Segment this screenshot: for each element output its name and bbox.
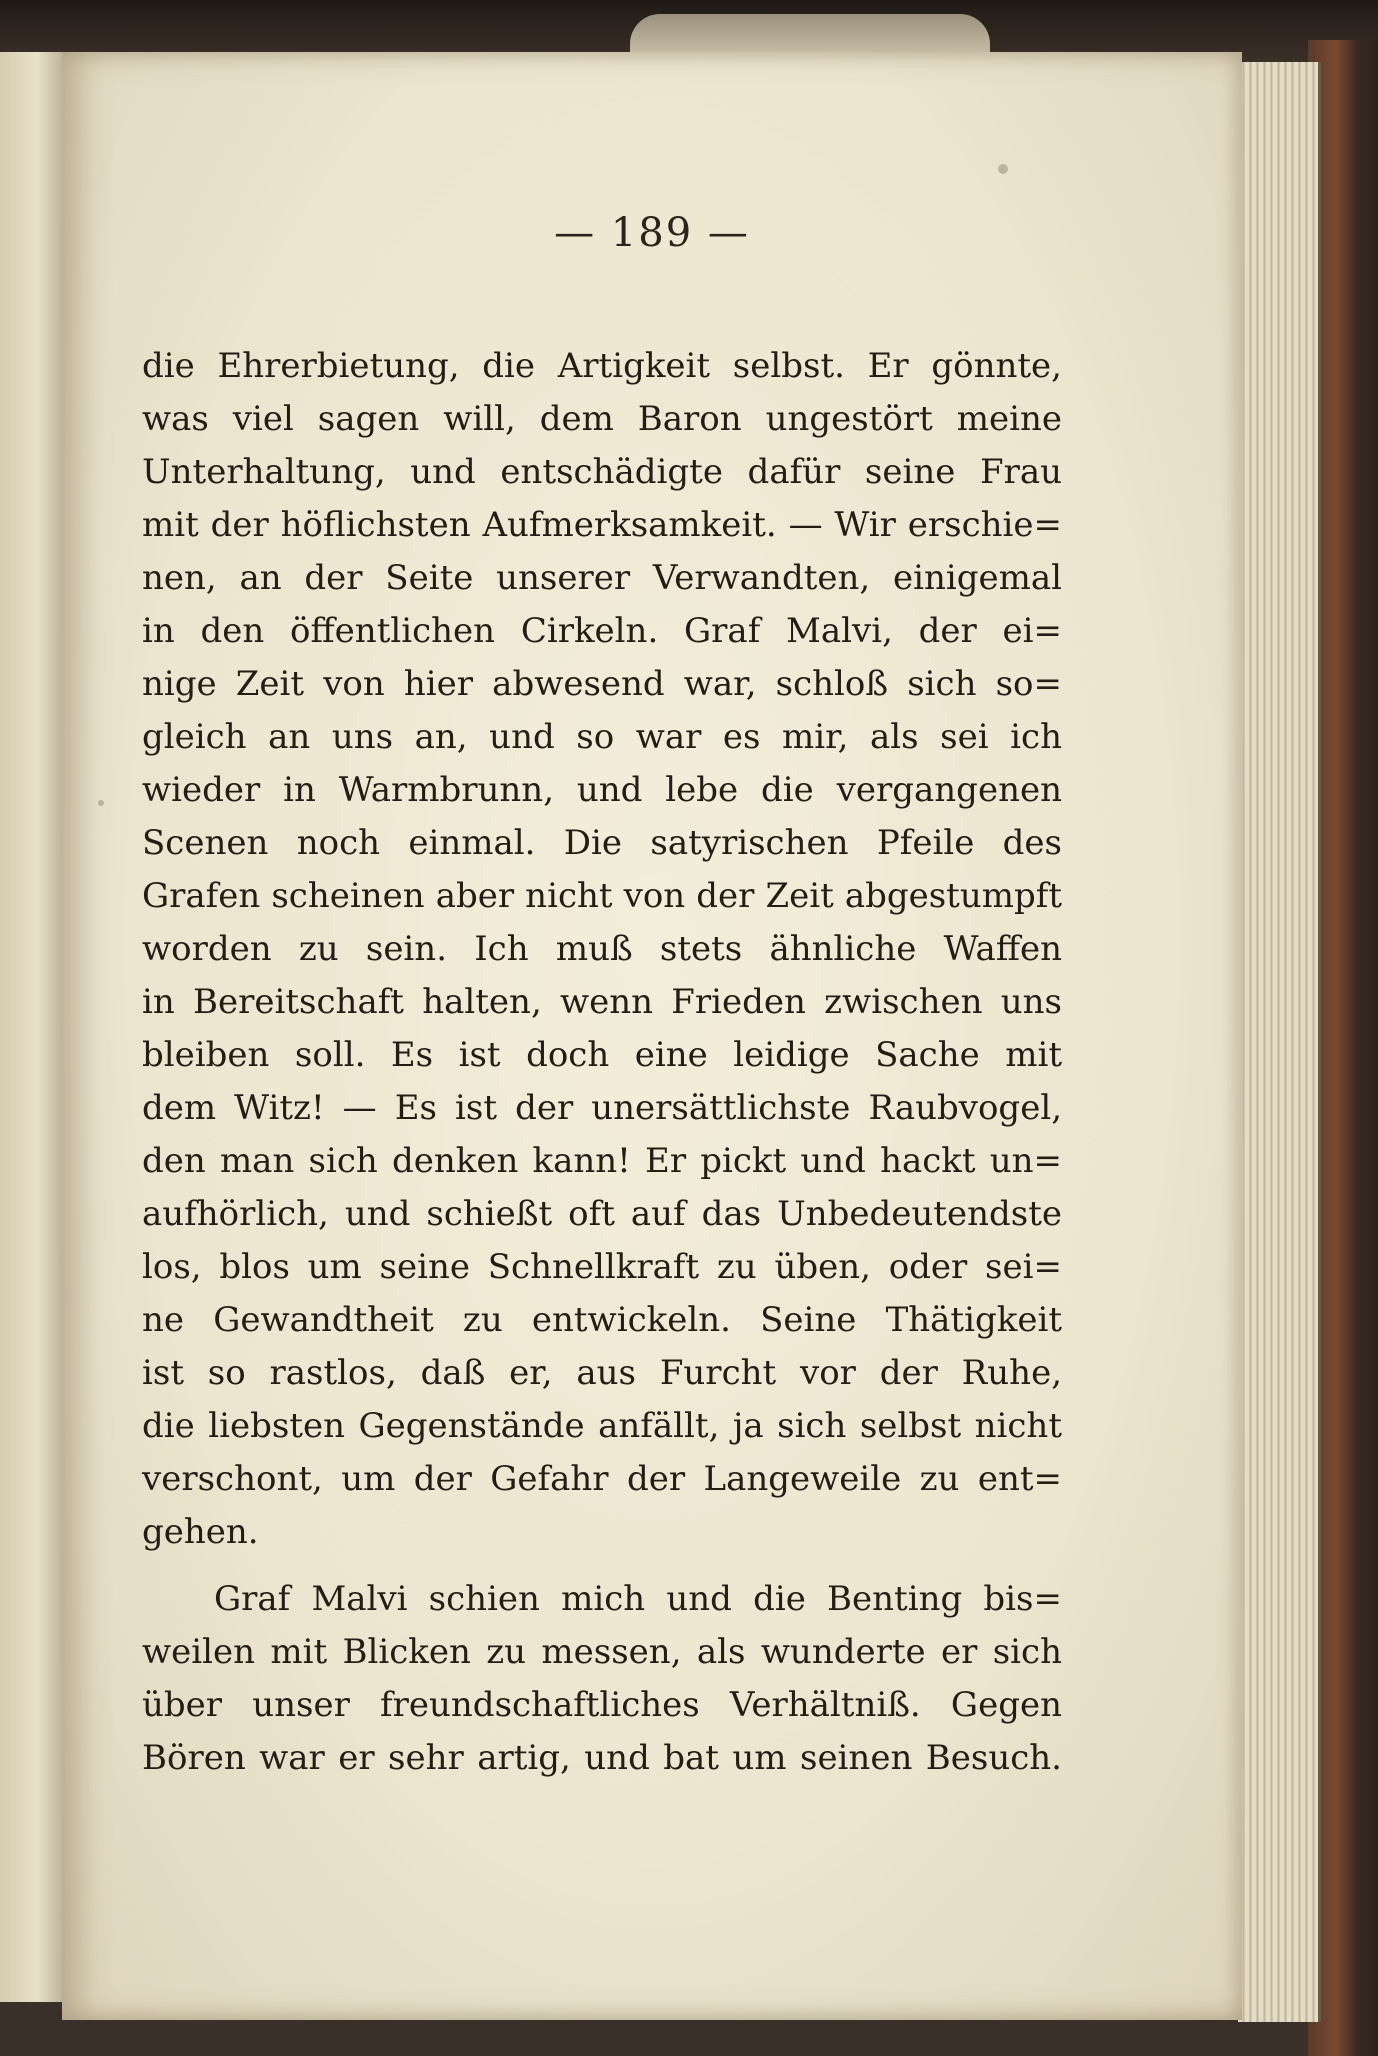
text-line: in den öffentlichen Cirkeln. Graf Malvi, der ei= [142, 611, 1062, 651]
text-line: Grafen scheinen aber nicht von der Zeit abgestumpft [142, 876, 1062, 916]
text-line: nen, an der Seite unserer Verwandten, einigemal [142, 558, 1062, 598]
text-line: verschont, um der Gefahr der Langeweile zu ent= [142, 1459, 1062, 1499]
text-line: die Ehrerbietung, die Artigkeit selbst. Er gönnte, [142, 346, 1062, 386]
paragraph-2 [142, 1573, 1062, 1785]
text-line: mit der höflichsten Aufmerksamkeit. — Wir erschie= [142, 505, 1062, 545]
text-line: Bören war er sehr artig, und bat um seinen Besuch. [142, 1738, 1062, 1778]
text-line: die liebsten Gegenstände anfällt, ja sich selbst nicht [142, 1406, 1062, 1446]
facing-page-edge [0, 52, 64, 2002]
book-page [62, 52, 1242, 2020]
text-line: nige Zeit von hier abwesend war, schloß sich so= [142, 664, 1062, 704]
page-stack-edges [1238, 62, 1321, 2022]
text-line: bleiben soll. Es ist doch eine leidige Sache mit [142, 1035, 1062, 1075]
text-line: aufhörlich, und schießt oft auf das Unbedeutendste [142, 1194, 1062, 1234]
text-line: gleich an uns an, und so war es mir, als sei ich [142, 717, 1062, 757]
text-line: in Bereitschaft halten, wenn Frieden zwischen uns [142, 982, 1062, 1022]
paragraph-1 [142, 340, 1062, 1559]
text-line: wieder in Warmbrunn, und lebe die vergangenen [142, 770, 1062, 810]
text-line: Unterhaltung, und entschädigte dafür seine Frau [142, 452, 1062, 492]
text-line: den man sich denken kann! Er pickt und hackt un= [142, 1141, 1062, 1181]
text-line: Graf Malvi schien mich und die Benting bis= [214, 1579, 1062, 1619]
text-line: worden zu sein. Ich muß stets ähnliche Waffen [142, 929, 1062, 969]
text-line: gehen. [142, 1512, 259, 1552]
text-line: ist so rastlos, daß er, aus Furcht vor der Ruhe, [142, 1353, 1062, 1393]
text-line: was viel sagen will, dem Baron ungestört meine [142, 399, 1062, 439]
text-line: weilen mit Blicken zu messen, als wunderte er sich [142, 1632, 1062, 1672]
paper-spot [998, 164, 1008, 174]
text-line: ne Gewandtheit zu entwickeln. Seine Thätigkeit [142, 1300, 1062, 1340]
page-body-text [142, 340, 1062, 1785]
paper-spot [98, 800, 104, 806]
text-line: dem Witz! — Es ist der unersättlichste Raubvogel, [142, 1088, 1062, 1128]
text-line: über unser freundschaftliches Verhältniß. Gegen [142, 1685, 1062, 1725]
text-line: Scenen noch einmal. Die satyrischen Pfeile des [142, 823, 1062, 863]
text-line: los, blos um seine Schnellkraft zu üben, oder sei= [142, 1247, 1062, 1287]
page-number: — 189 — [554, 210, 750, 256]
paragraph-gap [142, 1559, 1062, 1573]
